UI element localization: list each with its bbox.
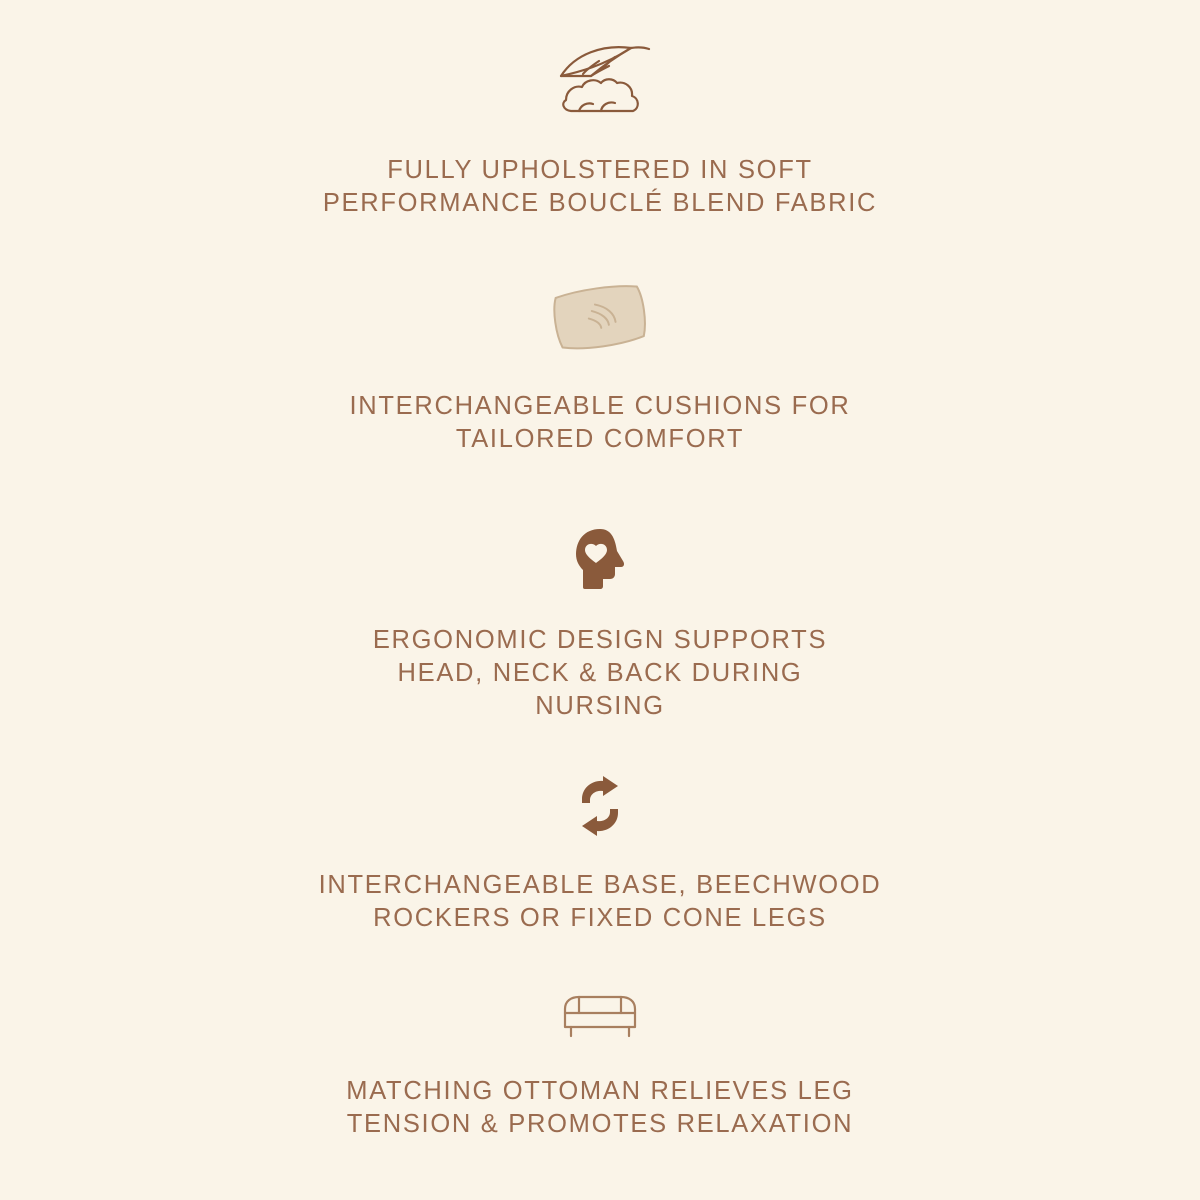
feature-label: INTERCHANGEABLE CUSHIONS FOR TAILORED COMFORT bbox=[349, 392, 851, 453]
feature-label: ERGONOMIC DESIGN SUPPORTS HEAD, NECK & BACK DURING NURSING bbox=[372, 626, 828, 720]
feather-on-cloud-icon bbox=[545, 38, 655, 124]
feature-label: INTERCHANGEABLE BASE, BEECHWOOD ROCKERS OR FIXED CONE LEGS bbox=[318, 871, 882, 932]
feature-item bbox=[0, 773, 1200, 935]
feature-item bbox=[0, 276, 1200, 456]
feature-label: MATCHING OTTOMAN RELIEVES LEG TENSION & PROMOTES RELAXATION bbox=[346, 1077, 854, 1138]
feature-item bbox=[0, 526, 1200, 723]
head-with-heart-icon bbox=[570, 526, 630, 592]
swap-arrows-icon bbox=[568, 773, 632, 839]
feature-item bbox=[0, 38, 1200, 220]
cushion-pillow-icon bbox=[535, 276, 665, 362]
ottoman-icon bbox=[555, 987, 645, 1047]
feature-item bbox=[0, 987, 1200, 1141]
feature-label: FULLY UPHOLSTERED IN SOFT PERFORMANCE BOUCLÉ BLEND FABRIC bbox=[322, 156, 878, 217]
